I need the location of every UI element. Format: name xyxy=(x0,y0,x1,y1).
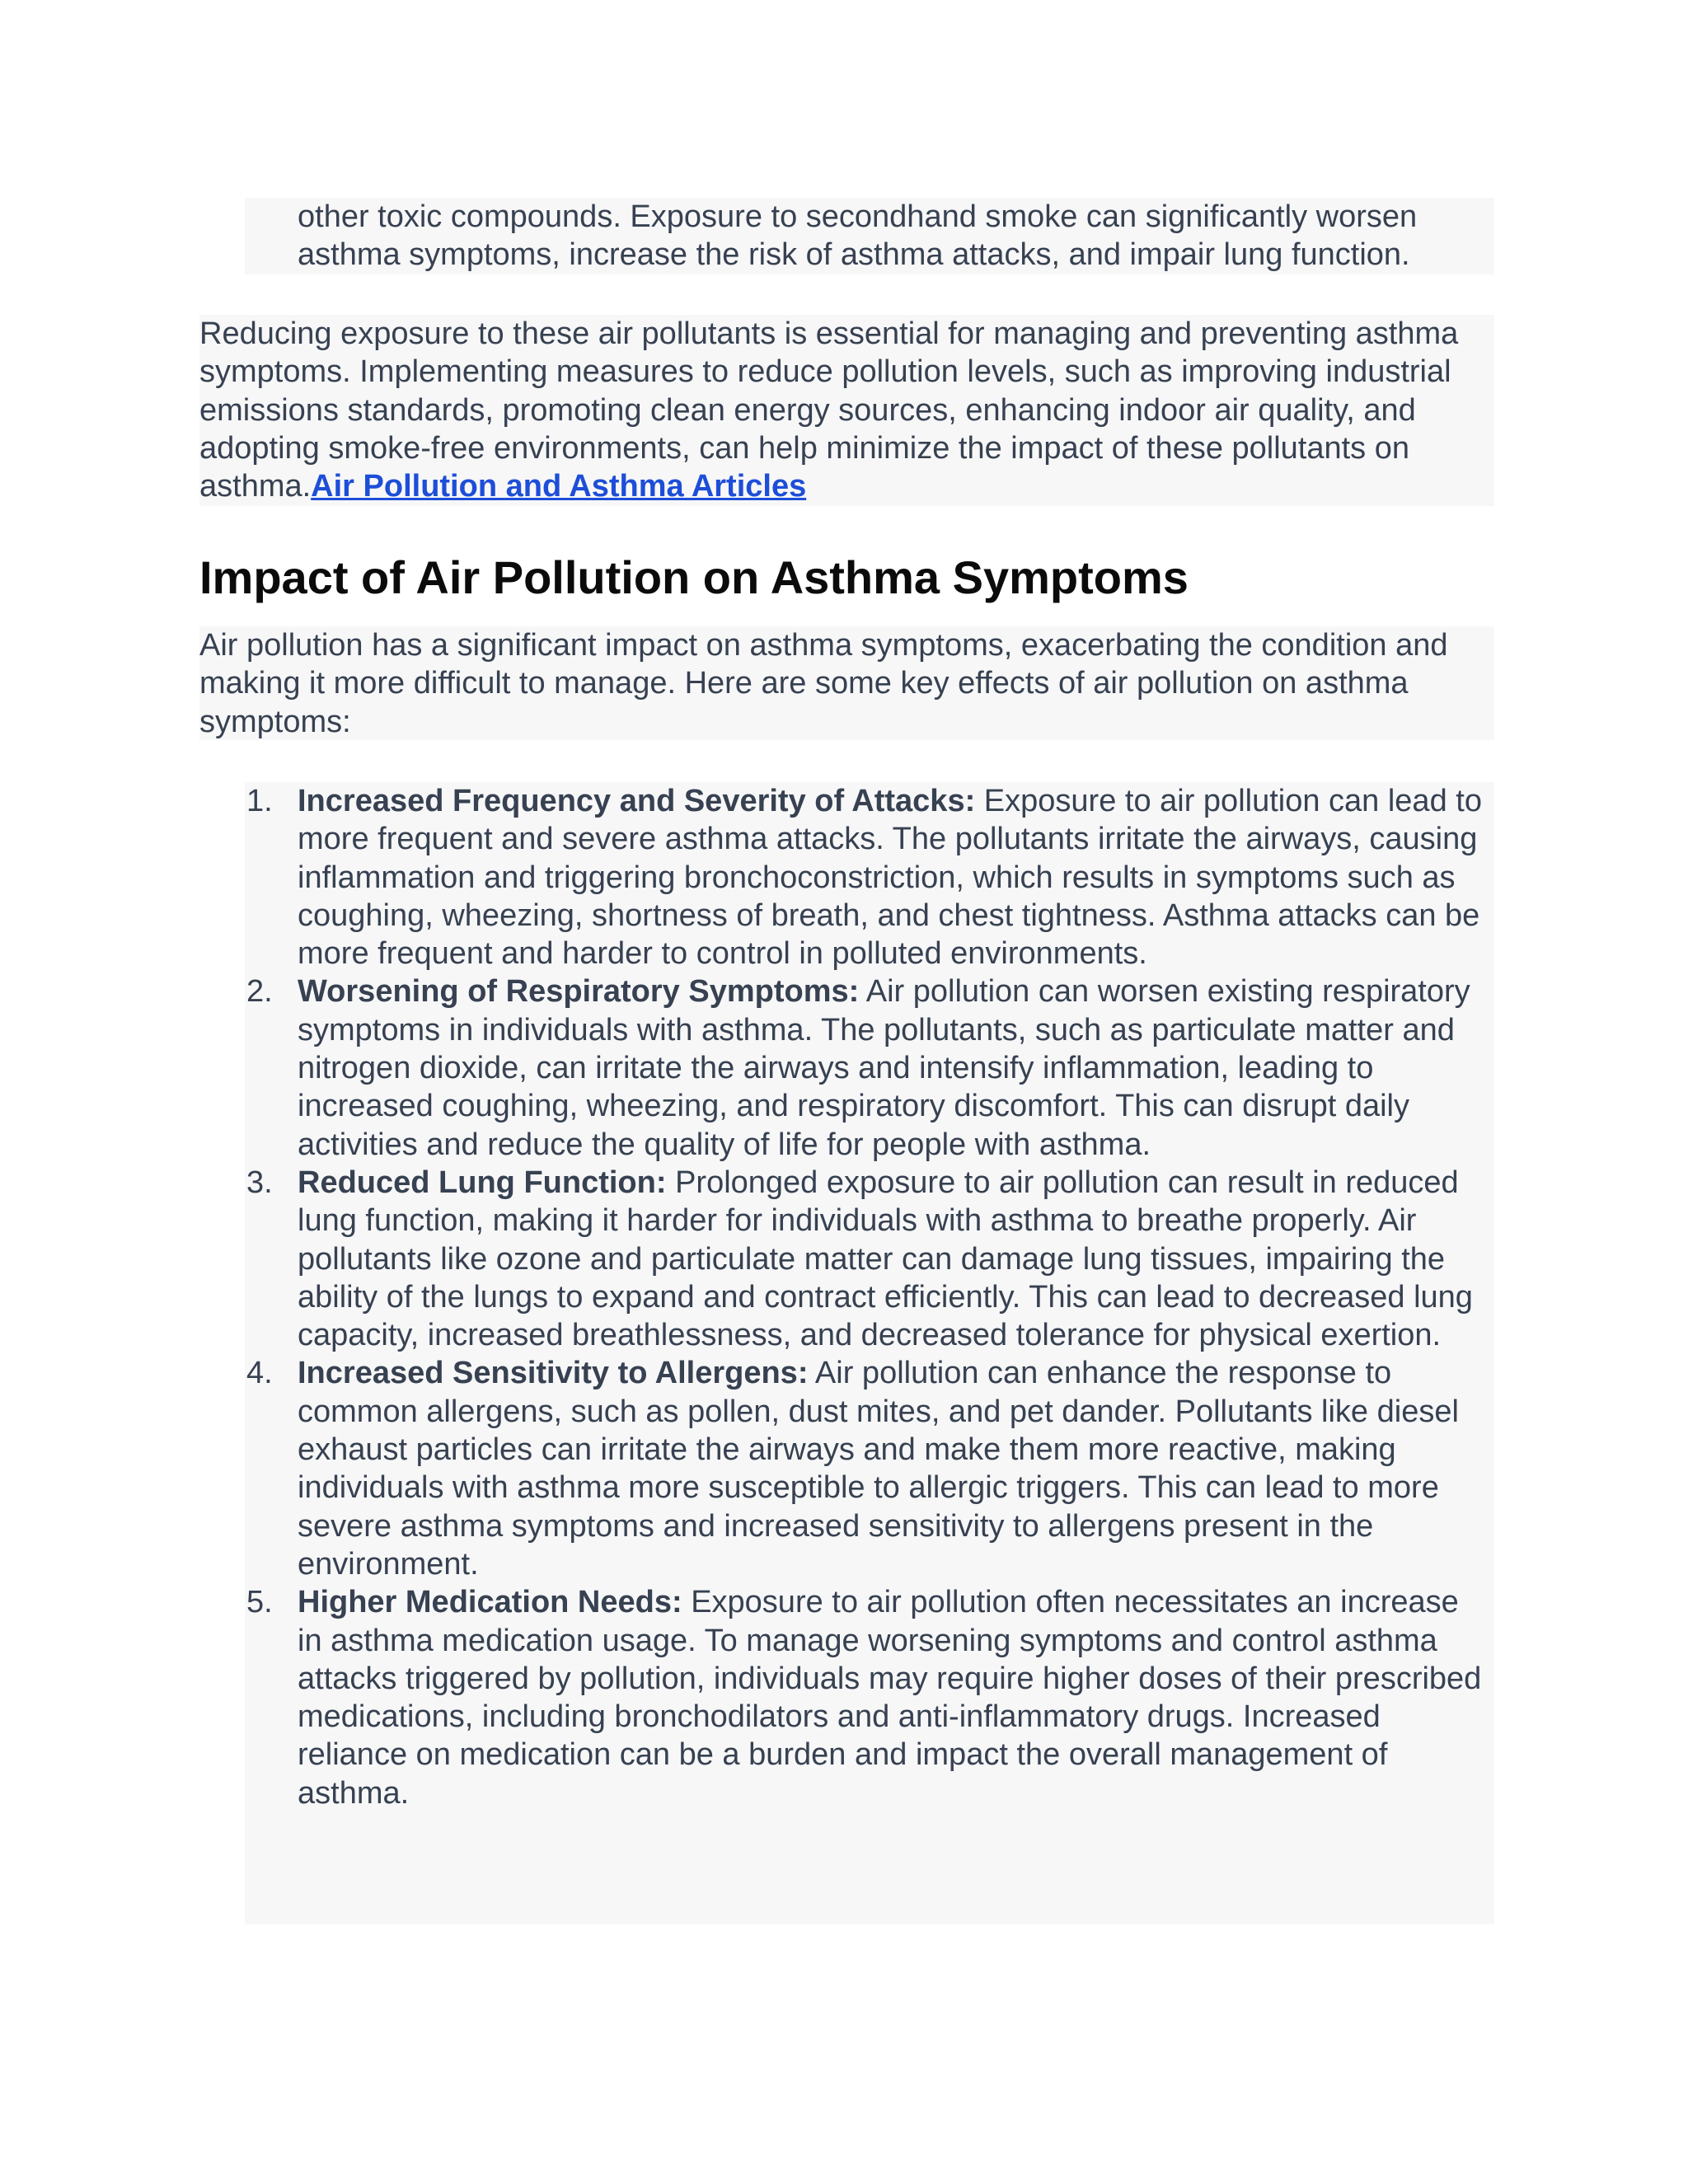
reducing-paragraph xyxy=(199,315,1494,505)
item-title: Reduced Lung Function: xyxy=(298,1165,667,1200)
list-number: 1. xyxy=(246,784,273,818)
item-title: Worsening of Respiratory Symptoms: xyxy=(298,974,860,1010)
intro-paragraph: Air pollution has a significant impact on asthma symptoms, exacerbating the condition and making it more difficult to manage. Here are some key effects of air pollution on asthma symptoms: xyxy=(199,628,1448,739)
reducing-text: Reducing exposure to these air pollutants is essential for managing and preventing asthma symptoms. Implementing measures to reduce pollution levels, such as improving industrial emissions standards, promoting clean energy sources, enhancing indoor air quality, and adopting smoke-free environments, can help minimize the impact of these pollutants on asthma. xyxy=(199,316,1459,504)
list-number: 2. xyxy=(246,974,273,1010)
intro-block xyxy=(199,626,1494,740)
effects-list xyxy=(245,782,1494,1812)
item-title: Increased Frequency and Severity of Attacks: xyxy=(298,784,976,818)
item-text: Air pollution can worsen existing respiratory symptoms in individuals with asthma. The pollutants, such as particulate matter and nitrogen dioxide, can irritate the airways and intensify inflammation, leading to increased coughing, wheezing, and respiratory discomfort. This can disrupt daily activities and reduce the quality of life for people with asthma. xyxy=(298,974,1470,1162)
list-item xyxy=(245,1583,1494,1812)
list-number: 3. xyxy=(246,1165,273,1200)
continuation-block xyxy=(245,198,1494,274)
list-item xyxy=(245,782,1494,972)
item-title: Increased Sensitivity to Allergens: xyxy=(298,1356,809,1391)
continuation-paragraph: other toxic compounds. Exposure to secondhand smoke can significantly worsen asthma symptoms, increase the risk of asthma attacks, and impair lung function. xyxy=(298,199,1418,273)
list-item xyxy=(245,1354,1494,1583)
list-item xyxy=(245,1164,1494,1354)
effects-list-block xyxy=(245,782,1494,1924)
reducing-block xyxy=(199,315,1494,506)
list-number: 5. xyxy=(246,1585,273,1620)
item-text: Exposure to air pollution can lead to more frequent and severe asthma attacks. The pollutants irritate the airways, causing inflammation and triggering bronchoconstriction, which results in symptoms such as coughing, wheezing, shortness of breath, and chest tightness. Asthma attacks can be more frequent and harder to control in polluted environments. xyxy=(298,784,1482,972)
articles-link[interactable]: Air Pollution and Asthma Articles xyxy=(311,469,807,504)
item-text: Prolonged exposure to air pollution can result in reduced lung function, making it harder for individuals with asthma to breathe properly. Air pollutants like ozone and particulate matter can damage lung tissues, impairing the ability of the lungs to expand and contract efficiently. This can lead to decreased lung capacity, increased breathlessness, and decreased tolerance for physical exertion. xyxy=(298,1165,1473,1353)
item-text: Exposure to air pollution often necessitates an increase in asthma medication usage. To manage worsening symptoms and control asthma attacks triggered by pollution, individuals may require higher doses of their prescribed medications, including bronchodilators and anti-inflammatory drugs. Increased reliance on medication can be a burden and impact the overall management of asthma. xyxy=(298,1585,1482,1811)
item-title: Higher Medication Needs: xyxy=(298,1585,682,1620)
list-number: 4. xyxy=(246,1356,273,1391)
item-text: Air pollution can enhance the response to common allergens, such as pollen, dust mites, and pet dander. Pollutants like diesel exhaust particles can irritate the airways and make them more reactive, making individuals with asthma more susceptible to allergic triggers. This can lead to more severe asthma symptoms and increased sensitivity to allergens present in the environment. xyxy=(298,1356,1459,1582)
list-item xyxy=(245,972,1494,1163)
section-heading: Impact of Air Pollution on Asthma Symptoms xyxy=(199,551,1189,603)
